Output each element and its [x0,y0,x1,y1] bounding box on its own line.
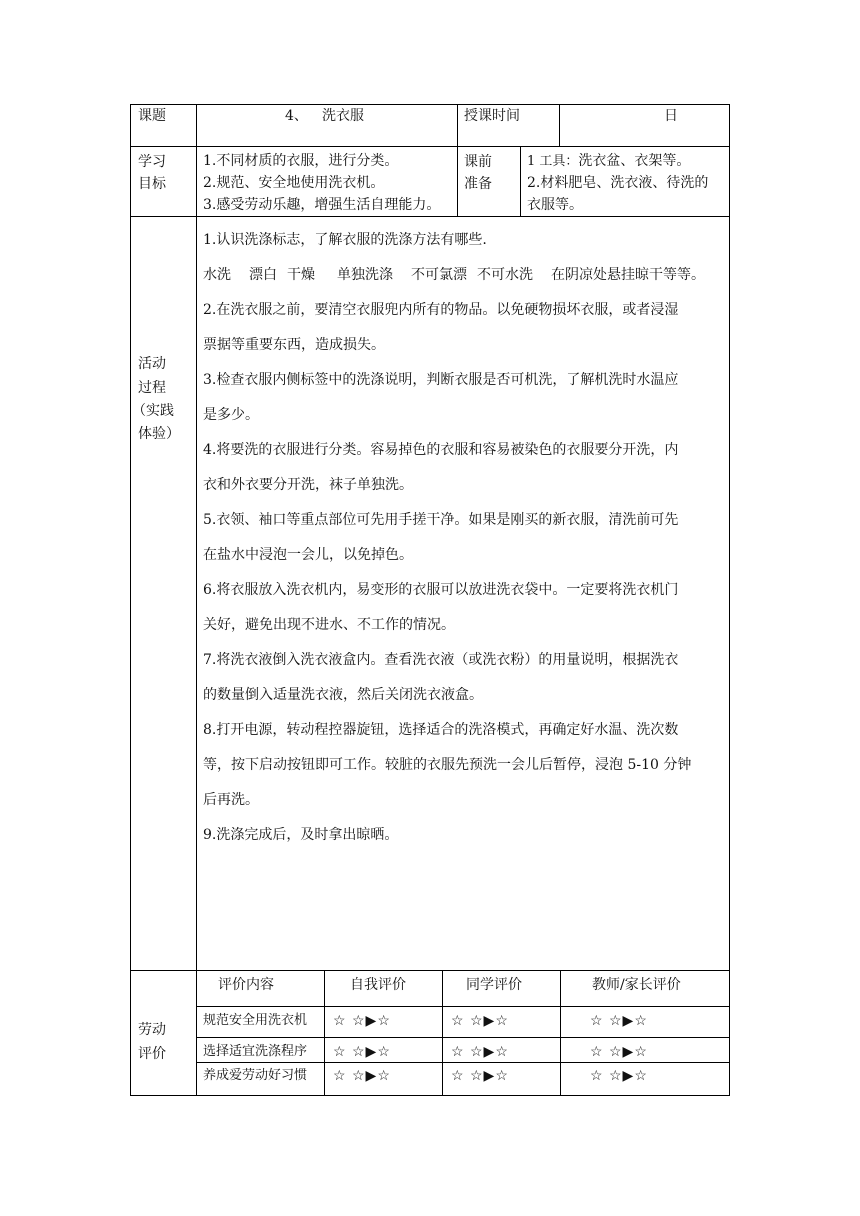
step-line: 的数量倒入适量洗衣液，然后关闭洗衣液盒。 [203,687,483,703]
step-line: 6.将衣服放入洗衣机内，易变形的衣服可以放进洗衣袋中。一定要将洗衣机门 [203,582,679,598]
step-line: 3.检查衣服内侧标签中的洗涤说明，判断衣服是否可机洗，了解机洗时水温应 [203,372,679,388]
symbol: 不可水洗 [477,267,533,283]
rule-bottom [130,1095,730,1096]
rule [130,146,730,147]
rule [442,970,443,1096]
peer-rating-stars[interactable]: ☆ ☆▶☆ [451,1044,509,1060]
lesson-time-label: 授课时间 [464,108,520,124]
rule [560,970,561,1096]
step-line: 票据等重要东西，造成损失。 [203,337,385,353]
symbol: 水洗 [203,267,231,283]
rule [196,1062,730,1063]
peer-rating-stars[interactable]: ☆ ☆▶☆ [451,1013,509,1029]
evaluation-label-line2: 评价 [138,1046,166,1062]
prep-label-line1: 课前 [464,154,492,170]
eval-criterion: 养成爱劳动好习惯 [203,1068,308,1083]
rule-left [130,104,131,1096]
prep-item: 1 工具：洗衣盆、衣架等。 [527,153,691,169]
prep-item: 衣服等。 [527,197,583,213]
step-line: 5.衣领、袖口等重点部位可先用手搓干净。如果是刚买的新衣服，清洗前可先 [203,512,679,528]
rule [196,104,197,1096]
rule [196,1006,730,1007]
rule [196,1037,730,1038]
step-line: 是多少。 [203,407,259,423]
symbol: 干燥 [287,267,315,283]
eval-header-self: 自我评价 [350,977,406,993]
wash-symbols-line [203,258,723,293]
teacher-rating-stars[interactable]: ☆ ☆▶☆ [590,1013,648,1029]
rule-right [729,104,730,1096]
prep-item: 2.材料肥皂、洗衣液、待洗的 [527,175,709,191]
step-line: 7.将洗衣液倒入洗衣液盒内。查看洗衣液（或洗衣粉）的用量说明，根据洗衣 [203,652,679,668]
goal-item: 3.感受劳动乐趣，增强生活自理能力。 [203,197,441,213]
goal-item: 2.规范、安全地使用洗衣机。 [203,175,385,191]
step-line: 等，按下启动按钮即可工作。较脏的衣服先预洗一会儿后暂停，浸泡 5-10 分钟 [203,757,692,773]
rule [457,104,458,217]
step-line: 2.在洗衣服之前，要清空衣服兜内所有的物品。以免硬物损坏衣服，或者浸湿 [203,302,679,318]
activity-label-line3: （实践 [132,403,174,419]
rule [559,104,560,147]
eval-criterion: 规范安全用洗衣机 [203,1013,308,1028]
rule [130,216,730,217]
topic-number: 4、 [285,108,308,124]
self-rating-stars[interactable]: ☆ ☆▶☆ [333,1013,391,1029]
activity-label-line4: 体验） [138,426,180,442]
symbol: 不可氯漂 [411,267,467,283]
topic-title: 洗衣服 [322,108,364,124]
rule-top [130,104,730,105]
activity-label-line2: 过程 [138,380,166,396]
step-line: 8.打开电源，转动程控器旋钮，选择适合的洗洛模式，再确定好水温、洗次数 [203,722,679,738]
teacher-rating-stars[interactable]: ☆ ☆▶☆ [590,1044,648,1060]
lesson-day: 日 [664,108,678,124]
evaluation-label-line1: 劳动 [138,1022,166,1038]
prep-label-line2: 准备 [464,176,492,192]
symbol: 漂白 [249,267,277,283]
eval-header-peer: 同学评价 [466,977,522,993]
goals-label-line1: 学习 [138,154,166,170]
step-line: 关好，避免出现不进水、不工作的情况。 [203,617,455,633]
rule [520,146,521,217]
self-rating-stars[interactable]: ☆ ☆▶☆ [333,1044,391,1060]
step-line: 衣和外衣要分开洗，袜子单独洗。 [203,477,413,493]
goals-label-line2: 目标 [138,176,166,192]
step-line: 4.将要洗的衣服进行分类。容易掉色的衣服和容易被染色的衣服要分开洗，内 [203,442,679,458]
symbol: 单独洗涤 [337,267,393,283]
eval-criterion: 选择适宜洗涤程序 [203,1044,308,1059]
teacher-rating-stars[interactable]: ☆ ☆▶☆ [590,1068,648,1084]
goal-item: 1.不同材质的衣服，进行分类。 [203,153,399,169]
rule [130,970,730,971]
eval-header-teacher: 教师/家长评价 [592,977,681,993]
step-line: 后再洗。 [203,792,259,808]
step-line: 9.洗涤完成后，及时拿出晾晒。 [203,827,399,843]
rule [324,970,325,1096]
eval-header-content: 评价内容 [218,977,274,993]
symbol: 在阴凉处悬挂晾干等等。 [551,267,705,283]
self-rating-stars[interactable]: ☆ ☆▶☆ [333,1068,391,1084]
activity-label-line1: 活动 [138,356,166,372]
step-line: 在盐水中浸泡一会儿，以免掉色。 [203,547,413,563]
topic-label: 课题 [138,108,166,124]
step-line: 1.认识洗涤标志，了解衣服的洗涤方法有哪些. [203,232,487,248]
activity-steps [203,223,723,853]
peer-rating-stars[interactable]: ☆ ☆▶☆ [451,1068,509,1084]
